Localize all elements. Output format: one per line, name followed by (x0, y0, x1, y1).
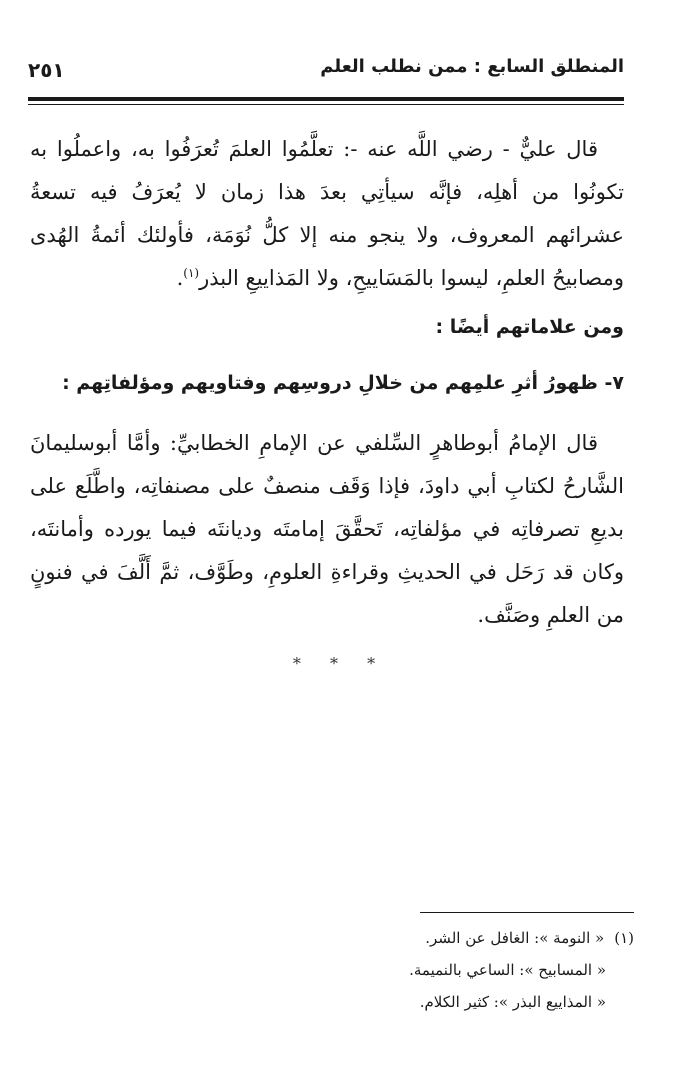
paragraph-text: قال عليٌّ - رضي اللَّه عنه -: تعلَّمُوا العلمَ تُعرَفُوا به، واعملُوا به تكونُوا من أهلِه، فإنَّه سيأتِي بعدَ هذا زمان لا يُعرَفُ فيه تسعةُ عشرائهم المعروف، ولا ينجو منه إلا كلُّ نُوَمَة، فأولئك أئمةُ الهُدى ومصابيحُ العلمِ، ليسوا بالمَسَاييحِ، ولا المَذاييعِ البذر (30, 137, 624, 290)
paragraph-silafi-quote (30, 422, 624, 637)
section-separator: * * * (292, 654, 388, 673)
footnote-text: « النومة »: الغافل عن الشر. (425, 929, 605, 947)
section-heading: ومن علاماتهم أيضًا : (435, 316, 624, 338)
footnote-text: « المسابيح »: الساعي بالنميمة. (409, 961, 606, 979)
page-number: ٢٥١ (28, 58, 65, 82)
running-head: المنطلق السابع : ممن نطلب العلم (320, 56, 624, 77)
footnote-number: (١) (614, 929, 634, 947)
paragraph-ali-quote (30, 128, 624, 300)
header-rule-thin (28, 104, 624, 105)
footnote-reference: (١) (183, 266, 200, 280)
header-rule-thick (28, 97, 624, 101)
footnote-item (374, 922, 634, 954)
footnote-item (374, 986, 634, 1018)
paragraph-text: قال الإمامُ أبوطاهرٍ السِّلفي عن الإمامِ الخطابيِّ: وأمَّا أبوسليمانَ الشَّارحُ لكتابِ أبي داودَ، فإذا وَقَف منصفٌ على مصنفاتِه، واطَّلَع على بديعِ تصرفاتِه في مؤلفاتِه، تَحقَّقَ إمامتَه وديانتَه فيما يورده وأمانتَه، وكان قد رَحَل في الحديثِ وقراءةِ العلومِ، وطَوَّف، ثمَّ أَلَّفَ في فنونٍ من العلمِ وصَنَّف. (30, 431, 624, 627)
paragraph-end: . (176, 266, 184, 290)
footnote-rule (420, 912, 634, 913)
page-header (28, 52, 624, 92)
footnote-item (374, 954, 634, 986)
numbered-heading: ٧- ظهورُ أثرِ علمِهم من خلالِ دروسِهم وفتاويهم ومؤلفاتِهم : (62, 372, 624, 394)
footnote-text: « المذاييع البذر »: كثير الكلام. (419, 993, 606, 1011)
footnotes (374, 922, 634, 1018)
